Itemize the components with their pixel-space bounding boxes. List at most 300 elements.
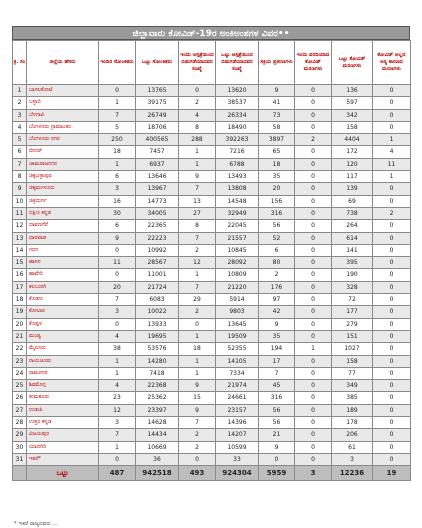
district-name: ಬೆಂಗಳೂರು ಗ್ರಾಮಾಂತರ [27,121,99,133]
stat-cell: 2 [373,207,411,219]
column-header: ಸಕ್ರಿಯ ಪ್ರಕರಣಗಳು [259,41,295,85]
stat-cell: 39175 [136,97,179,109]
table-row [13,244,411,256]
stat-cell: 738 [332,207,373,219]
stat-cell: 328 [332,281,373,293]
serial-number: 8 [13,171,27,183]
stat-cell: 0 [373,244,411,256]
stat-cell: 22045 [216,220,259,232]
stat-cell: 28092 [216,257,259,269]
district-name: ತುಮಕೂರು [27,392,99,404]
stat-cell: 0 [373,453,411,465]
serial-number: 17 [13,281,27,293]
stat-cell: 0 [99,318,136,330]
stat-cell: 0 [295,207,332,219]
stat-cell: 12 [99,404,136,416]
district-name: ಯಾದಗಿರಿ [27,441,99,453]
table-row [13,257,411,269]
stat-cell: 2 [179,97,216,109]
district-name: ಮಂಡ್ಯ [27,330,99,342]
stat-cell: 4 [179,109,216,121]
stat-cell: 7 [99,429,136,441]
table-row [13,183,411,195]
table-row [13,453,411,465]
stat-cell: 13620 [216,85,259,97]
stat-cell: 6788 [216,158,259,170]
stat-cell: 1 [179,158,216,170]
stat-cell: 1 [179,146,216,158]
stat-cell: 0 [373,195,411,207]
stat-cell: 176 [259,281,295,293]
stat-cell: 1 [179,367,216,379]
district-name: ಕೊಪ್ಪಳ [27,318,99,330]
stat-cell: 14280 [136,355,179,367]
stat-cell: 1 [295,343,332,355]
total-cell: 924304 [216,466,259,481]
table-row [13,355,411,367]
stat-cell: 0 [259,453,295,465]
serial-number: 9 [13,183,27,195]
table-row [13,417,411,429]
stat-cell: 0 [99,453,136,465]
stat-cell: 3897 [259,134,295,146]
stat-cell: 0 [179,85,216,97]
stat-cell: 395 [332,257,373,269]
serial-number: 13 [13,232,27,244]
stat-cell: 9 [259,318,295,330]
stat-cell: 0 [295,453,332,465]
district-name: ಬೆಂಗಳೂರು ನಗರ [27,134,99,146]
stat-cell: 0 [373,330,411,342]
table-row [13,306,411,318]
district-name: ಕೊಡಗು [27,294,99,306]
stat-cell: 28567 [136,257,179,269]
stat-cell: 22365 [136,220,179,232]
stat-cell: 0 [99,244,136,256]
district-name: ಗದಗ [27,244,99,256]
stat-cell: 0 [295,355,332,367]
stat-cell: 349 [332,380,373,392]
table-row [13,318,411,330]
serial-number: 27 [13,404,27,416]
stat-cell: 151 [332,330,373,342]
column-header: ಒಟ್ಟು ಆಸ್ಪತ್ರೆಯಿಂದ ಬಿಡುಗಡೆಯಾದವರ ಸಂಖ್ಯೆ [216,41,259,85]
stat-cell: 5914 [216,294,259,306]
serial-number: 3 [13,109,27,121]
table-row [13,146,411,158]
stat-cell: 0 [295,183,332,195]
stat-cell: 10845 [216,244,259,256]
stat-cell: 14105 [216,355,259,367]
total-cell: 487 [99,466,136,481]
stat-cell: 0 [295,380,332,392]
stat-cell: 21974 [216,380,259,392]
stat-cell: 0 [295,171,332,183]
stat-cell: 10809 [216,269,259,281]
stat-cell: 32949 [216,207,259,219]
stat-cell: 4404 [332,134,373,146]
stat-cell: 9803 [216,306,259,318]
stat-cell: 0 [373,220,411,232]
stat-cell: 97 [259,294,295,306]
column-header: ಇಂದು ಆಸ್ಪತ್ರೆಯಿಂದ ಬಿಡುಗಡೆಯಾದವರ ಸಂಖ್ಯೆ [179,41,216,85]
column-header: ಇಂದು ವರದಿಯಾದ ಕೋವಿಡ್ ಮರಣಗಳು [295,41,332,85]
serial-number: 14 [13,244,27,256]
stat-cell: 20 [259,183,295,195]
stat-cell: 52 [259,232,295,244]
stat-cell: 8 [179,121,216,133]
stat-cell: 17 [259,355,295,367]
stat-cell: 35 [259,330,295,342]
stat-cell: 10599 [216,441,259,453]
stat-cell: 136 [332,85,373,97]
stat-cell: 0 [295,404,332,416]
district-name: ಹಾವೇರಿ [27,269,99,281]
stat-cell: 189 [332,404,373,416]
district-name: ಉಡುಪಿ [27,404,99,416]
stat-cell: 23397 [136,404,179,416]
stat-cell: 0 [373,404,411,416]
stat-cell: 7 [99,109,136,121]
stat-cell: 0 [373,232,411,244]
stat-cell: 41 [259,97,295,109]
stat-cell: 35 [259,171,295,183]
table-row [13,134,411,146]
stat-cell: 11 [373,158,411,170]
district-name: ಧಾರವಾಡ [27,232,99,244]
stat-cell: 1 [373,171,411,183]
total-cell: 3 [295,466,332,481]
stat-cell: 24661 [216,392,259,404]
stat-cell: 12 [179,257,216,269]
table-row [13,392,411,404]
district-name: ಚಾಮರಾಜನಗರ [27,158,99,170]
district-name: ಬಳ್ಳಾರಿ [27,97,99,109]
stat-cell: 0 [373,257,411,269]
stat-cell: 2 [295,134,332,146]
stat-cell: 7 [179,281,216,293]
stat-cell: 7457 [136,146,179,158]
stat-cell: 1 [179,330,216,342]
stat-cell: 0 [99,85,136,97]
stat-cell: 26749 [136,109,179,121]
district-name: ಇತರೆ* [27,453,99,465]
stat-cell: 158 [332,355,373,367]
stat-cell: 342 [332,109,373,121]
district-name: ರಾಮನಗರ [27,367,99,379]
stat-cell: 0 [295,220,332,232]
stat-cell: 11 [99,257,136,269]
stat-cell: 21220 [216,281,259,293]
stat-cell: 34005 [136,207,179,219]
stat-cell: 14548 [216,195,259,207]
stat-cell: 0 [295,441,332,453]
stat-cell: 14207 [216,429,259,441]
stat-cell: 1 [99,367,136,379]
column-header: ಜಿಲ್ಲೆಯ ಹೆಸರು [27,41,99,85]
stat-cell: 9 [179,380,216,392]
serial-number: 18 [13,294,27,306]
stat-cell: 65 [259,146,295,158]
stat-cell: 6 [99,220,136,232]
serial-number: 12 [13,220,27,232]
stat-cell: 0 [373,306,411,318]
stat-cell: 5 [99,121,136,133]
stat-cell: 4 [99,330,136,342]
stat-cell: 172 [332,146,373,158]
stat-cell: 0 [373,269,411,281]
stat-cell: 7216 [216,146,259,158]
stat-cell: 30 [99,207,136,219]
stat-cell: 0 [295,109,332,121]
stat-cell: 29 [179,294,216,306]
table-row [13,269,411,281]
stat-cell: 4 [373,146,411,158]
stat-cell: 316 [259,392,295,404]
district-name: ಉತ್ತರ ಕನ್ನಡ [27,417,99,429]
district-name: ಶಿವಮೊಗ್ಗ [27,380,99,392]
stat-cell: 13933 [136,318,179,330]
serial-number: 29 [13,429,27,441]
stat-cell: 13493 [216,171,259,183]
total-cell: 19 [373,466,411,481]
table-row [13,171,411,183]
stat-cell: 0 [373,85,411,97]
stat-cell: 14628 [136,417,179,429]
stat-cell: 38537 [216,97,259,109]
stat-cell: 1 [99,158,136,170]
total-cell: 5959 [259,466,295,481]
stat-cell: 0 [373,417,411,429]
stat-cell: 0 [373,97,411,109]
serial-number: 23 [13,355,27,367]
stat-cell: 250 [99,134,136,146]
district-name: ದಾವಣಗೆರೆ [27,220,99,232]
stat-cell: 0 [295,330,332,342]
stat-cell: 178 [332,417,373,429]
stat-cell: 56 [259,220,295,232]
table-row [13,195,411,207]
stat-cell: 9 [179,171,216,183]
stat-cell: 15 [179,392,216,404]
table-row [13,232,411,244]
serial-number: 1 [13,85,27,97]
stat-cell: 400565 [136,134,179,146]
stat-cell: 52355 [216,343,259,355]
stat-cell: 21 [259,429,295,441]
stat-cell: 1 [179,269,216,281]
stat-cell: 141 [332,244,373,256]
stat-cell: 190 [332,269,373,281]
stat-cell: 0 [373,355,411,367]
table-row [13,294,411,306]
total-cell [13,466,27,481]
stat-cell: 0 [295,158,332,170]
stat-cell: 0 [373,441,411,453]
stat-cell: 2 [179,244,216,256]
stat-cell: 206 [332,429,373,441]
stat-cell: 56 [259,404,295,416]
stat-cell: 9 [259,441,295,453]
serial-number: 4 [13,121,27,133]
stat-cell: 77 [332,367,373,379]
table-row [13,367,411,379]
stat-cell: 25362 [136,392,179,404]
table-row [13,109,411,121]
stat-cell: 316 [259,207,295,219]
stat-cell: 0 [179,453,216,465]
stat-cell: 10992 [136,244,179,256]
stat-cell: 0 [373,380,411,392]
stat-cell: 288 [179,134,216,146]
stat-cell: 18 [99,146,136,158]
stat-cell: 8 [179,220,216,232]
stat-cell: 0 [295,281,332,293]
serial-number: 25 [13,380,27,392]
stat-cell: 14396 [216,417,259,429]
stat-cell: 23157 [216,404,259,416]
serial-number: 7 [13,158,27,170]
stat-cell: 7 [179,232,216,244]
stat-cell: 16 [99,195,136,207]
district-covid-table-sheet [12,26,410,481]
stat-cell: 22223 [136,232,179,244]
stat-cell: 0 [373,343,411,355]
stat-cell: 0 [295,97,332,109]
stat-cell: 0 [373,429,411,441]
footnote: * ಇತರೆ ರಾಜ್ಯದವರು ... [14,521,58,527]
stat-cell: 0 [373,367,411,379]
stat-cell: 73 [259,109,295,121]
stat-cell: 56 [259,417,295,429]
stat-cell: 45 [259,380,295,392]
stat-cell: 69 [332,195,373,207]
serial-number: 20 [13,318,27,330]
table-row [13,121,411,133]
stat-cell: 0 [295,244,332,256]
district-name: ರಾಯಚೂರು [27,355,99,367]
table-body [13,85,411,481]
stat-cell: 14773 [136,195,179,207]
stat-cell: 7418 [136,367,179,379]
stat-cell: 0 [295,146,332,158]
serial-number: 28 [13,417,27,429]
stat-cell: 7 [259,367,295,379]
stat-cell: 80 [259,257,295,269]
table-row [13,343,411,355]
stat-cell: 6083 [136,294,179,306]
stat-cell: 385 [332,392,373,404]
stat-cell: 19509 [216,330,259,342]
stat-cell: 614 [332,232,373,244]
stat-cell: 53576 [136,343,179,355]
stat-cell: 0 [373,183,411,195]
serial-number: 16 [13,269,27,281]
table-row [13,441,411,453]
stat-cell: 2 [179,429,216,441]
stat-cell: 6937 [136,158,179,170]
stat-cell: 156 [259,195,295,207]
district-name: ಹಾಸನ [27,257,99,269]
column-header: ಕೋವಿಡ್ ಅಲ್ಲದ ಅನ್ಯ ಕಾರಣದ ಮರಣಗಳು [373,41,411,85]
column-header: ಒಟ್ಟು ಸೋಂಕಿತರು [136,41,179,85]
column-header: ಒಟ್ಟು ಕೋವಿಡ್ ಮರಣಗಳು [332,41,373,85]
serial-number: 15 [13,257,27,269]
stat-cell: 14434 [136,429,179,441]
total-cell: 12236 [332,466,373,481]
district-name: ಕಲಬುರಗಿ [27,281,99,293]
stat-cell: 21724 [136,281,179,293]
stat-cell: 177 [332,306,373,318]
stat-cell: 21557 [216,232,259,244]
stat-cell: 0 [373,318,411,330]
stat-cell: 38 [99,343,136,355]
stat-cell: 1 [99,441,136,453]
stat-cell: 23 [99,392,136,404]
stat-cell: 120 [332,158,373,170]
stat-cell: 13646 [136,171,179,183]
table-row [13,330,411,342]
stat-cell: 18706 [136,121,179,133]
district-name: ಚಿತ್ರದುರ್ಗ [27,195,99,207]
district-name: ಚಿಕ್ಕಬಳ್ಳಾಪುರ [27,171,99,183]
stat-cell: 11001 [136,269,179,281]
table-row [13,281,411,293]
stat-cell: 58 [259,121,295,133]
stat-cell: 0 [373,109,411,121]
stat-cell: 0 [295,367,332,379]
district-name: ಬೆಳಗಾವಿ [27,109,99,121]
stat-cell: 158 [332,121,373,133]
stat-cell: 22368 [136,380,179,392]
stat-cell: 0 [373,121,411,133]
table-row [13,220,411,232]
stat-cell: 19695 [136,330,179,342]
stat-cell: 6 [99,171,136,183]
stat-cell: 0 [295,318,332,330]
stat-cell: 3 [99,183,136,195]
stat-cell: 9 [99,232,136,244]
stat-cell: 6 [259,244,295,256]
district-name: ಚಿಕ್ಕಮಗಳೂರು [27,183,99,195]
serial-number: 30 [13,441,27,453]
stat-cell: 0 [295,294,332,306]
stat-cell: 0 [179,318,216,330]
stat-cell: 7 [99,294,136,306]
stat-cell: 3 [99,417,136,429]
stat-cell: 36 [136,453,179,465]
stat-cell: 0 [295,232,332,244]
total-row [13,466,411,481]
serial-number: 19 [13,306,27,318]
district-stats-table [12,40,411,481]
stat-cell: 0 [373,281,411,293]
stat-cell: 139 [332,183,373,195]
table-row [13,380,411,392]
table-row [13,97,411,109]
serial-number: 22 [13,343,27,355]
serial-number: 24 [13,367,27,379]
serial-number: 2 [13,97,27,109]
district-name: ಮೈಸೂರು [27,343,99,355]
stat-cell: 42 [259,306,295,318]
stat-cell: 2 [259,269,295,281]
stat-cell: 0 [295,195,332,207]
total-label: ಒಟ್ಟು [27,466,99,481]
stat-cell: 597 [332,97,373,109]
serial-number: 6 [13,146,27,158]
total-cell: 493 [179,466,216,481]
